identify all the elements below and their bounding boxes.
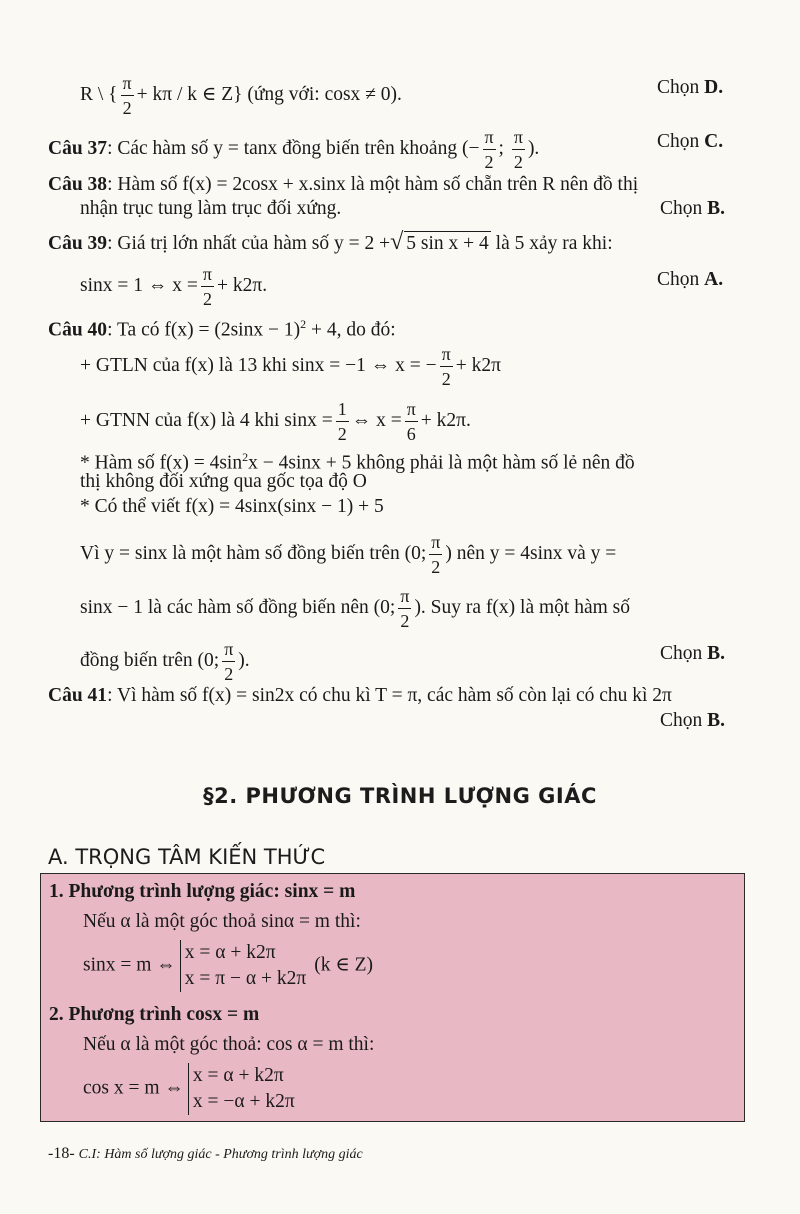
knowledge-box: [40, 873, 745, 1122]
page-footer: [48, 1145, 363, 1163]
choice-36: Chọn D.: [657, 77, 724, 98]
text: + kπ / k ∈ Z} (ứng với: cosx ≠ 0).: [136, 83, 402, 105]
answer-line-36: [80, 74, 402, 117]
question-39-cont: sinx = 1 ⇔ x = $\frac{\pi}{2}$ + k2π.: [80, 264, 268, 309]
choice-38: Chọn B.: [660, 198, 726, 219]
question-41: Câu 41: Vì hàm số f(x) = sin2x có chu kì T = π, các hàm số còn lại có chu kì 2π: [48, 685, 672, 706]
choice-39: Chọn A.: [657, 269, 724, 290]
star-line-2: * Có thể viết f(x) = 4sinx(sinx − 1) + 5: [80, 496, 384, 517]
fraction-pi-over-2: $\frac{\pi}{2}$: [122, 73, 132, 118]
text: R \ {: [80, 83, 118, 105]
question-label: Câu 37: [48, 137, 108, 159]
vi-line: Vì y = sinx là một hàm số đồng biến trên (0; $\frac{\pi}{2}$ ) nên y = 4sinx và y =: [80, 532, 617, 577]
question-39: Câu 39: Giá trị lớn nhất của hàm số y = 2 +√ 5 sin x + 4 là 5 xảy ra khi:: [48, 229, 613, 255]
subsection-title: A. TRỌNG TÂM KIẾN THỨC: [48, 845, 326, 869]
choice-41: Chọn B.: [660, 710, 726, 731]
gtln-line: + GTLN của f(x) là 13 khi sinx = −1 ⇔ x = − $\frac{\pi}{2}$ + k2π: [80, 344, 501, 389]
star-line-1: * Hàm số $f(x) = 4\sin^2x - 4\sin x + 5$ không phải là một hàm số lẻ nên đồ: [80, 450, 635, 474]
choice-37: Chọn C.: [657, 131, 724, 152]
box-para-1: Nếu α là một góc thoả sinα = m thì:: [83, 911, 361, 932]
dongbien-line: đồng biến trên (0; $\frac{\pi}{2}$ ).: [80, 639, 250, 684]
star-line-1-cont: thị không đối xứng qua gốc tọa độ O: [80, 471, 367, 492]
question-38-cont: nhận trục tung làm trục đối xứng.: [80, 198, 342, 219]
box-equation-2: cos x = m ⇔ x = α + k2π x = −α + k2π: [83, 1063, 303, 1115]
section-title: §2. PHƯƠNG TRÌNH LƯỢNG GIÁC: [203, 784, 597, 808]
sinx-line: sinx − 1 là các hàm số đồng biến nên (0; $\frac{\pi}{2}$ ). Suy ra f(x) là một hàm số: [80, 586, 630, 631]
question-40: Câu 40: Ta có $f(x) = (2\sin x - 1)^2 + 4$, do đó:: [48, 317, 396, 341]
gtnn-line: + GTNN của f(x) là 4 khi sinx = $\frac{1}{2}$ ⇔ x = $\frac{\pi}{6}$ + k2π.: [80, 399, 471, 444]
box-heading-1: 1. Phương trình lượng giác: sinx = m: [49, 881, 356, 902]
chapter-title: C.I: Hàm số lượng giác - Phương trình lượng giác: [78, 1147, 363, 1162]
question-38: Câu 38: Hàm số f(x) = 2cosx + x.sinx là một hàm số chẵn trên R nên đồ thị: [48, 174, 639, 195]
box-heading-2: 2. Phương trình cosx = m: [49, 1004, 260, 1025]
question-37: Câu 37: Các hàm số y = tanx đồng biến trên khoảng (− $\frac{\pi}{2}$ ; $\frac{\pi}{2}$ ).: [48, 127, 540, 172]
choice-40: Chọn B.: [660, 643, 726, 664]
page-number: -18-: [48, 1145, 75, 1162]
box-para-2: Nếu α là một góc thoả: cos α = m thì:: [83, 1034, 375, 1055]
box-equation-1: sinx = m ⇔ x = α + k2π x = π − α + k2π (k ∈ Z): [83, 940, 373, 992]
